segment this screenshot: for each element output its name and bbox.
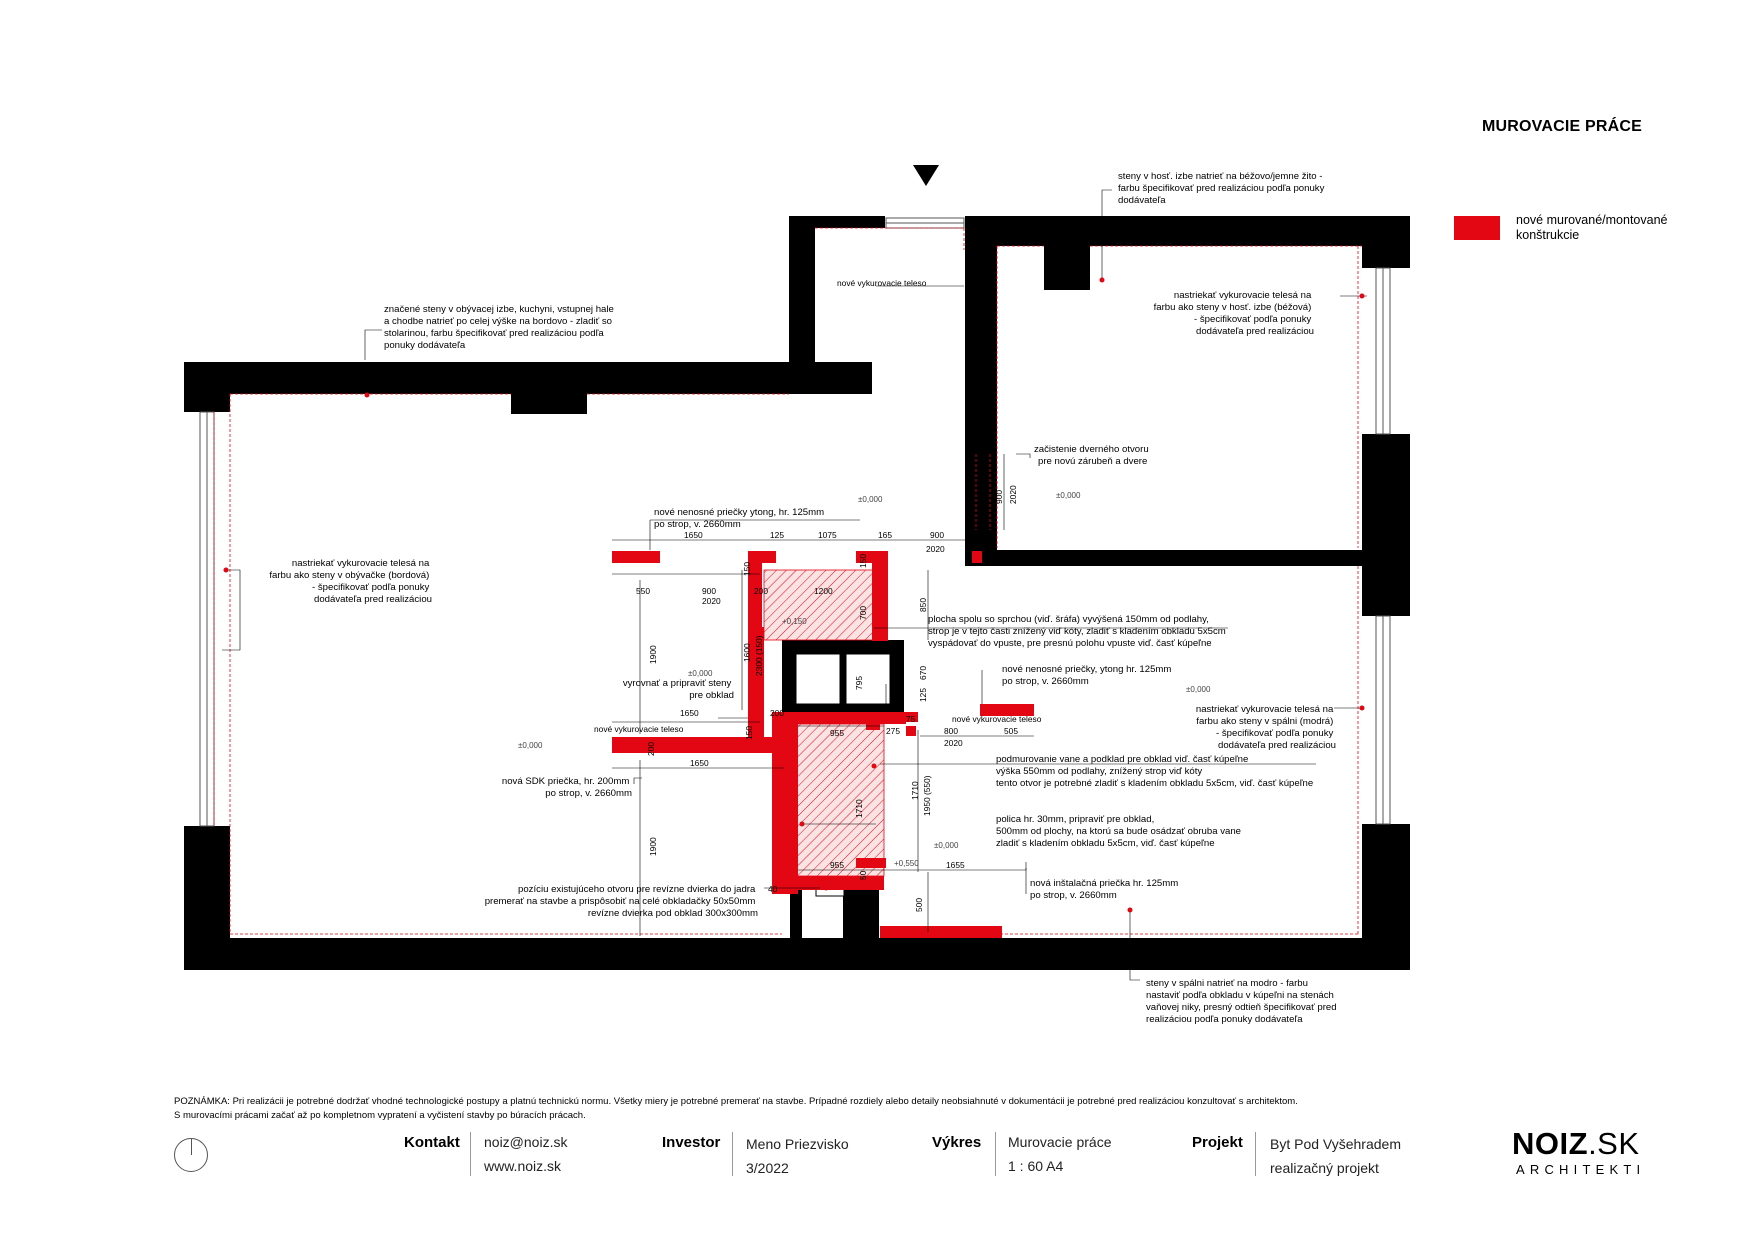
note-door-opening: začistenie dverného otvoru pre novú zárubeň a dvere <box>1034 444 1149 467</box>
svg-text:2300 (150): 2300 (150) <box>754 635 764 676</box>
svg-text:1650: 1650 <box>680 708 699 718</box>
footnote-line-1: POZNÁMKA: Pri realizácii je potrebné dodržať vhodné technologické postupy a platnú technickú normu. Všetky miery je potrebné premerať na stavbe. Prípadné rozdiely alebo detaily neobsiahnuté v dokumentácii je potrebné pred realizáciou konzultovať s architektom. <box>174 1096 1298 1107</box>
svg-text:75: 75 <box>906 714 916 724</box>
svg-text:200: 200 <box>646 742 656 756</box>
svg-text:+0,550: +0,550 <box>894 859 919 868</box>
svg-text:±0,000: ±0,000 <box>1186 685 1211 694</box>
svg-text:2020: 2020 <box>944 738 963 748</box>
note-shower: plocha spolu so sprchou (viď. šráfa) vyvýšená 150mm od podlahy, strop je v tejto časti znížený viď kóty, zladiť s kladením obkladu 5x5cm vyspádovať do vpuste, pre presnú polohu vpuste viď. časť kúpeľne <box>928 614 1226 649</box>
brand-subtitle: ARCHITEKTI <box>1516 1162 1646 1177</box>
tb-drawing-name: Murovacie práce <box>1008 1134 1112 1150</box>
tb-separator <box>470 1132 471 1176</box>
tb-project-phase: realizačný projekt <box>1270 1160 1379 1176</box>
note-radiator-top: nové vykurovacie teleso <box>837 278 927 288</box>
footnote-line-2: S murovacími prácami začať až po kompletnom vypratení a vyčistení stavby po búracích prácach. <box>174 1110 586 1121</box>
tb-project-name: Byt Pod Vyšehradem <box>1270 1136 1401 1152</box>
svg-text:1710: 1710 <box>854 799 864 818</box>
tb-vykres-label: Výkres <box>932 1134 982 1151</box>
svg-text:850: 850 <box>918 598 928 612</box>
brand-name-rest: .SK <box>1588 1126 1640 1161</box>
tb-email[interactable]: noiz@noiz.sk <box>484 1134 568 1150</box>
svg-text:955: 955 <box>830 728 844 738</box>
tb-projekt-values <box>1270 1132 1401 1180</box>
footnote <box>174 1095 1474 1123</box>
svg-text:150: 150 <box>742 562 752 576</box>
note-walls-bedroom: steny v spálni natrieť na modro - farbu nastaviť podľa obkladu v kúpeľni na stenách vaňovej niky, presný odtieň špecifikovať pred realizáciou podľa ponuky dodávateľa <box>1146 978 1337 1025</box>
svg-text:±0,000: ±0,000 <box>858 495 883 504</box>
north-arrow-icon <box>174 1138 208 1172</box>
svg-text:1075: 1075 <box>818 530 837 540</box>
svg-text:505: 505 <box>1004 726 1018 736</box>
svg-text:125: 125 <box>770 530 784 540</box>
svg-text:955: 955 <box>830 860 844 870</box>
tb-investor-name: Meno Priezvisko <box>746 1136 849 1152</box>
note-revision: pozíciu existujúceho otvoru pre revízne dvierka do jadra premerať na stavbe a prispôsobiť na celé obkladačky 50x50mm revízne dvierka pod obklad 300x300mm <box>484 884 758 919</box>
note-bathtub: podmurovanie vane a podklad pre obklad viď. časť kúpeľne výška 550mm od podlahy, znížený strop viď kóty tento otvor je potrebné zladiť s kladením obkladu 5x5cm, viď. časť kúpeľne <box>996 754 1314 789</box>
svg-text:670: 670 <box>918 666 928 680</box>
tb-investor-label: Investor <box>662 1134 721 1151</box>
tb-investor-values <box>746 1132 849 1180</box>
note-radiator-living: nastriekať vykurovacie telesá na farbu ako steny v obývačke (bordová) - špecifikovať podľa ponuky dodávateľa pred realizáciou <box>269 558 432 605</box>
tb-drawing-scale: 1 : 60 A4 <box>1008 1158 1064 1174</box>
note-partition-mid: nové nenosné priečky, ytong hr. 125mm po strop, v. 2660mm <box>1002 664 1172 687</box>
note-radiator-bedroom: nastriekať vykurovacie telesá na farbu ako steny v spálni (modrá) - špecifikovať podľa ponuky dodávateľa pred realizáciou <box>1195 704 1336 751</box>
note-radiator-mid: nové vykurovacie teleso <box>594 724 684 734</box>
note-shelf: polica hr. 30mm, pripraviť pre obklad, 500mm od plochy, na ktorú sa bude osádzať obruba vane zladiť s kladením obkladu 5x5cm, viď. časť kúpeľne <box>996 814 1242 849</box>
svg-text:275: 275 <box>886 726 900 736</box>
svg-text:800: 800 <box>944 726 958 736</box>
bath-hatch-area <box>796 724 884 876</box>
tb-separator <box>995 1132 996 1176</box>
note-sdk: nová SDK priečka, hr. 200mm po strop, v. 2660mm <box>501 776 632 799</box>
brand-name-bold: NOIZ <box>1512 1126 1589 1161</box>
tb-projekt-label: Projekt <box>1192 1134 1243 1151</box>
svg-text:100: 100 <box>978 530 992 540</box>
legend-swatch <box>1454 216 1500 240</box>
svg-text:1200: 1200 <box>814 586 833 596</box>
svg-text:900: 900 <box>930 530 944 540</box>
svg-text:165: 165 <box>878 530 892 540</box>
note-align-walls: vyrovnať a pripraviť steny pre obklad <box>622 678 734 701</box>
page-title: MUROVACIE PRÁCE <box>1482 118 1643 135</box>
svg-text:900: 900 <box>702 586 716 596</box>
svg-text:1900: 1900 <box>648 645 658 664</box>
svg-text:1655: 1655 <box>946 860 965 870</box>
note-walls-living: značené steny v obývacej izbe, kuchyni, vstupnej hale a chodbe natrieť po celej výške na bordovo - zladiť so stolarinou, farbu špecifikovať pred realizáciou podľa ponuky dodávateľa <box>384 304 614 351</box>
tb-separator <box>1255 1132 1256 1176</box>
svg-text:+0,150: +0,150 <box>782 617 807 626</box>
note-partition-top: nové nenosné priečky ytong, hr. 125mm po strop, v. 2660mm <box>654 507 825 530</box>
svg-text:±0,000: ±0,000 <box>688 669 713 678</box>
tb-kontakt-values <box>484 1130 567 1178</box>
svg-text:150: 150 <box>858 554 868 568</box>
tb-web[interactable]: www.noiz.sk <box>484 1158 562 1174</box>
svg-text:±0,000: ±0,000 <box>1056 491 1081 500</box>
svg-text:795: 795 <box>854 676 864 690</box>
note-installation: nová inštalačná priečka hr. 125mm po strop, v. 2660mm <box>1030 878 1179 901</box>
svg-text:50: 50 <box>858 870 868 880</box>
svg-text:1650: 1650 <box>690 758 709 768</box>
svg-text:40: 40 <box>768 884 778 894</box>
svg-text:500: 500 <box>914 898 924 912</box>
svg-text:2020: 2020 <box>1008 485 1018 504</box>
note-radiator-guest: nastriekať vykurovacie telesá na farbu ako steny v hosť. izbe (béžová) - špecifikovať podľa ponuky dodávateľa pred realizáciou <box>1153 290 1314 337</box>
svg-text:±0,000: ±0,000 <box>934 841 959 850</box>
tb-separator <box>732 1132 733 1176</box>
tb-vykres-values <box>1008 1130 1112 1178</box>
svg-text:550: 550 <box>636 586 650 596</box>
svg-text:2020: 2020 <box>926 544 945 554</box>
svg-text:200: 200 <box>770 708 784 718</box>
note-walls-guest: steny v hosť. izbe natrieť na béžovo/jemne žito - farbu špecifikovať pred realizáciou podľa ponuky dodávateľa <box>1118 171 1325 206</box>
svg-text:150: 150 <box>744 726 754 740</box>
svg-text:2020: 2020 <box>702 596 721 606</box>
shower-hatch-area <box>764 570 874 640</box>
tb-investor-date: 3/2022 <box>746 1160 789 1176</box>
svg-text:200: 200 <box>754 586 768 596</box>
svg-text:1900: 1900 <box>648 837 658 856</box>
brand-logo <box>1512 1126 1640 1162</box>
svg-text:125: 125 <box>918 688 928 702</box>
note-radiator-bath: nové vykurovacie teleso <box>952 714 1042 724</box>
svg-text:1710: 1710 <box>910 781 920 800</box>
entrance-arrow-icon <box>913 165 939 186</box>
svg-text:1650: 1650 <box>684 530 703 540</box>
svg-text:700: 700 <box>858 606 868 620</box>
tb-kontakt-label: Kontakt <box>404 1134 460 1151</box>
svg-text:1600: 1600 <box>742 643 752 662</box>
svg-text:900: 900 <box>994 490 1004 504</box>
svg-text:±0,000: ±0,000 <box>518 741 543 750</box>
svg-text:1950 (550): 1950 (550) <box>922 775 932 816</box>
legend-label: nové murované/montované konštrukcie <box>1516 213 1668 242</box>
